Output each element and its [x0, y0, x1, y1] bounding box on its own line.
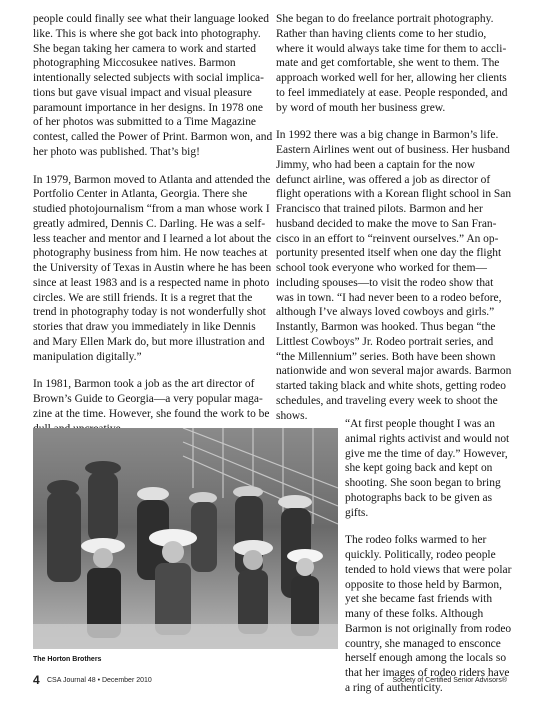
- paragraph: The rodeo folks warmed to her quickly. Politically, rodeo people tended to hold views that were polar opposite to those held by Barmon, yet she became fast friends with many of these folks. Although Barmon is not originally from rodeo country, she managed to ensconce herself enough among the locals so that her images of rodeo riders have a ring of authenticity.: [345, 534, 512, 694]
- page-footer: [33, 673, 507, 690]
- article-column-left: [33, 12, 273, 449]
- article-photo: [33, 428, 338, 649]
- article-column-right-lower: [345, 417, 515, 709]
- photo-caption: The Horton Brothers: [33, 656, 102, 663]
- paragraph: people could finally see what their language looked like. This is where she got back into photography. She began taking her camera to work and started photographing Miccosukee natives. Barmon intentionally selected subjects with social implications but gave visual impact and visual pleasure paramount importance in her designs. In 1978 one of her photos was submitted to a Time Magazine contest, called the Power of Print. Barmon won, and her photo was published. That’s big!: [33, 13, 273, 158]
- paragraph: “At first people thought I was an animal rights activist and would not give me the time of day.” However, she kept going back and kept on shooting. She soon began to bring photographs back to be given as gifts.: [345, 418, 510, 519]
- paragraph: In 1981, Barmon took a job as the art director of Brown’s Guide to Georgia—a very popular magazine at the time. However, she found the work to be: [33, 378, 270, 420]
- paragraph: She began to do freelance portrait photography. Rather than having clients come to her studio, where it would always take time for them to acclimate and get comfortable, she went to them. The approach worked well for her, allowing her clients to feel immediately at ease. People responded, and by word of mouth her business grew.: [276, 13, 508, 114]
- page-number: 4: [33, 673, 40, 687]
- publication-info: CSA Journal 48 • December 2010: [47, 677, 152, 684]
- organization-name: Society of Certified Senior Advisors®: [392, 677, 507, 684]
- article-column-right: [276, 12, 512, 436]
- paragraph: In 1979, Barmon moved to Atlanta and attended the Portfolio Center in Atlanta, Georgia. There she studied photojournalism “from a man whose work I greatly admired, Dennis C. Darling. He was a selfless teacher and mentor and I learned a lot about the photography business from him. He now teaches at the University of Texas in Austin where he has been since at least 1983 and is a respected name in photo circles. We are still friends. It is a regret that the trend in photography today is not wonderfully shot stories that draw you immediately in like Dennis and Mary Ellen Mark do, but more illustration and manipulation digitally.”: [33, 173, 272, 363]
- rodeo-photo-illustration: [33, 428, 338, 649]
- paragraph: In 1992 there was a big change in Barmon’s life. Eastern Airlines went out of business. Her husband Jimmy, who had been a captain for the now defunct airline, was offered a job as director of flight operations with a Korean flight school in San Francisco that trained pilots. Barmon and her husband decided to make the move to San Francisco in an effort to “reinvent ourselves.” An opportunity presented itself when one day the flight school took everyone who worked for them—including spouses—to visit the rodeo show that was in town. “I had never been to a rodeo before, although I’ve always loved cowboys and girls.” Instantly, Barmon was hooked. Thus began “the Littlest Cowboys” Jr. Rodeo portrait series, and “the Millennium” series. Both have been shown nationwide and won several major awards. Barmon started taking black and white shots, getting rodeo schedules, and traveling every week to shoot the shows.: [276, 129, 512, 422]
